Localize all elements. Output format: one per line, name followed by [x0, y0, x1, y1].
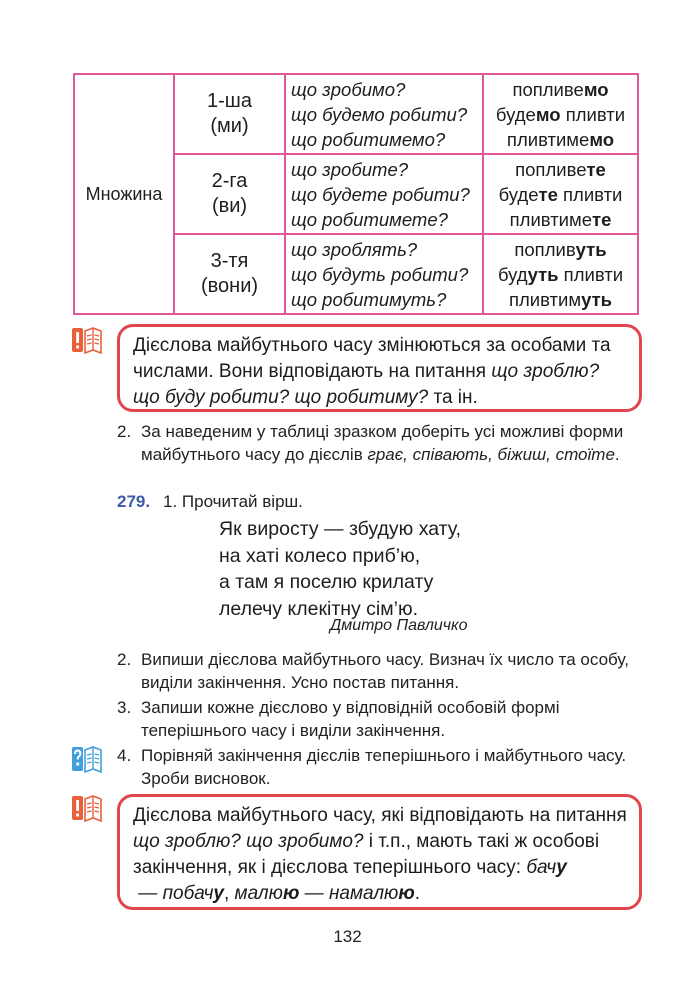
verb-form: будуть пливти	[497, 263, 624, 285]
verb-form: будемо пливти	[495, 103, 626, 125]
question: що будемо робити?	[291, 103, 468, 125]
rule-example: малюю — намалюю	[234, 883, 415, 904]
verb-form: попливуть	[514, 238, 607, 260]
person-cell	[174, 74, 285, 154]
task-number: 2.	[117, 650, 132, 669]
rule-text: Дієслова майбутнього часу змінюються за особами та числами. Вони відповідають на питання	[133, 335, 611, 382]
question-book-icon	[72, 745, 102, 775]
person-ordinal: 3-тя	[210, 250, 249, 272]
questions-cell	[285, 234, 483, 314]
person-cell	[174, 234, 285, 314]
table-row	[74, 74, 638, 154]
task-text: Порівняй закінчення дієслів теперішнього і майбутнього часу. Зроби висновок.	[141, 746, 627, 788]
verb-form: будете пливти	[498, 183, 623, 205]
question: що зробите?	[291, 158, 409, 180]
exclamation-book-icon	[72, 326, 102, 356]
task-number: 4.	[117, 746, 132, 765]
task-item	[117, 744, 645, 790]
verb-form: попливемо	[512, 78, 609, 100]
rule-questions: що зроблю? що буду робити? що робитиму?	[133, 361, 600, 408]
number-label: Множина	[74, 74, 174, 314]
poem-author: Дмитро Павличко	[330, 617, 468, 634]
person-pronoun: (вони)	[200, 275, 259, 297]
page-number: 132	[333, 927, 362, 946]
person-pronoun: (ми)	[210, 115, 249, 137]
task-text: За наведеним у таблиці зразком доберіть усі можливі форми майбутнього часу до дієслів грає, співають, біжиш, стоїте.	[141, 422, 624, 464]
task-item	[117, 420, 645, 466]
person-ordinal: 2-га	[211, 170, 248, 192]
question: що зроблять?	[291, 238, 418, 260]
task-number: 3.	[117, 698, 132, 717]
exercise-first-task: 1. Прочитай вірш.	[163, 492, 303, 511]
questions-cell	[285, 154, 483, 234]
task-verbs: грає, співають, біжиш, стоїте	[367, 445, 615, 464]
question: що будуть робити?	[291, 263, 469, 285]
rule-example: бачу — побачу	[133, 857, 567, 904]
rule-box: Дієслова майбутнього часу, які відповідають на питання що зроблю? що зробимо? і т.п., мають такі ж особові закінчення, як і дієслова теперішнього часу: бачу — побачу, малюю — намалюю.	[117, 794, 642, 910]
task-number: 2.	[117, 422, 132, 441]
verb-form: попливете	[515, 158, 606, 180]
question: що робитимуть?	[291, 288, 447, 310]
question: що робитимемо?	[291, 128, 446, 150]
questions-cell	[285, 74, 483, 154]
poem-line: а там я поселю крилату	[219, 571, 434, 593]
rule-questions: що зроблю? що зробимо?	[133, 831, 364, 852]
exercise-number: 279.	[117, 492, 151, 511]
exclamation-book-icon	[72, 794, 102, 824]
task-text: Запиши кожне дієслово у відповідній особовій формі теперішнього часу і виділи закінчення.	[141, 698, 560, 740]
poem-line: Як виросту — збудую хату,	[219, 518, 462, 540]
task-text: Випиши дієслова майбутнього часу. Визнач їх число та особу, виділи закінчення. Усно постав питання.	[141, 650, 629, 692]
forms-cell	[483, 74, 638, 154]
question: що робитимете?	[291, 208, 448, 230]
rule-text-tail: та ін.	[428, 387, 478, 408]
verb-form: пливтимемо	[506, 128, 615, 150]
forms-cell	[483, 234, 638, 314]
conjugation-table	[73, 73, 639, 315]
task-item	[117, 648, 645, 694]
verb-form: пливтимете	[509, 208, 612, 230]
question: що зробимо?	[291, 78, 406, 100]
person-ordinal: 1-ша	[207, 90, 252, 112]
person-cell	[174, 154, 285, 234]
task-item	[117, 696, 645, 742]
rule-box	[117, 324, 642, 412]
forms-cell	[483, 154, 638, 234]
person-pronoun: (ви)	[211, 195, 248, 217]
verb-form: пливтимуть	[508, 288, 613, 310]
poem-line: лелечу клекітну сім’ю.	[219, 597, 419, 620]
question: що будете робити?	[291, 183, 470, 205]
poem	[219, 516, 461, 622]
poem-line: на хаті колесо приб’ю,	[219, 544, 421, 567]
